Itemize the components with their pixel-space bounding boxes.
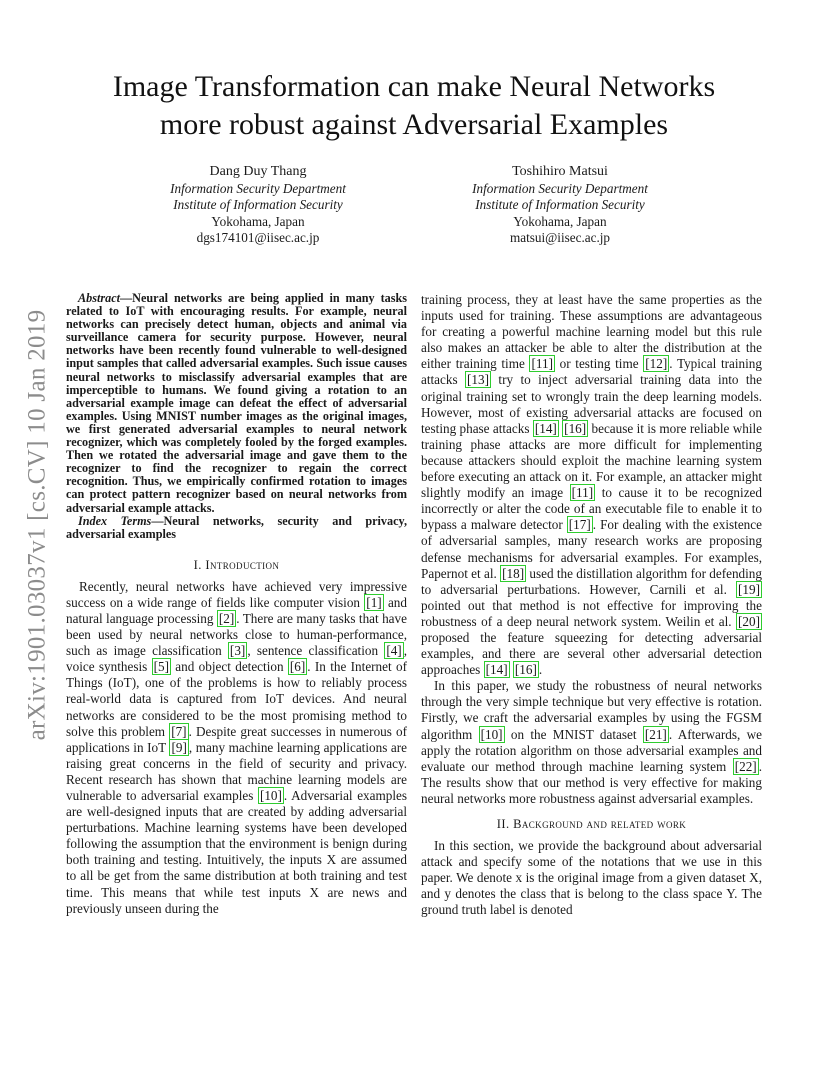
citation-link[interactable]: [1] bbox=[366, 594, 382, 610]
index-terms-text: —Neural networks, security and privacy, adversarial examples bbox=[66, 513, 407, 541]
citation-link[interactable]: [14] bbox=[485, 662, 508, 678]
citation-link[interactable]: [16] bbox=[514, 662, 537, 678]
arxiv-identifier: arXiv:1901.03037v1 [cs.CV] 10 Jan 2019 bbox=[23, 309, 51, 741]
text-run: . In the Internet of Things (IoT), one of the problems is how to reliably process real-world data is captured from IoT devices. And neural networks are considered to be the most promising method to solve this problem bbox=[66, 659, 407, 739]
text-run: . Afterwards, we apply the rotation algorithm on those adversarial examples and evaluate our method through machine learning system bbox=[421, 726, 762, 774]
text-run: , voice synthesis bbox=[66, 643, 407, 675]
text-run: pointed out that method is not effective for improving the robustness of a deep neural network system. Weilin et al. bbox=[421, 597, 762, 629]
text-run: . bbox=[538, 662, 543, 678]
text-run: proposed the feature squeezing for detecting adversarial examples, and there are several other adversarial detection approaches bbox=[421, 629, 762, 678]
section-heading: II. Background and related work bbox=[496, 817, 687, 831]
abstract-text: —Neural networks are being applied in many tasks related to IoT with encouraging results. For example, neural networks can precisely detect human, objects and animal via surveillance camera for security purpose. However, neural networks have been recently found vulnerable to well-designed input samples that called adversarial examples. Such issue causes neural networks to misclassify adversarial examples that are imperceptible to humans. We found giving a rotation to an adversarial example image can defeat the effect of adversarial examples. Using MNIST number images as the original images, we first generated adversarial examples to neural network recognizer, which was completely fooled by the forged examples. Then we rotated the adversarial image and gave them to the recognizer to find the recognizer to regain the correct recognition. Thus, we empirically confirmed rotation to images can protect pattern recognizer based on neural networks from adversarial example attacks. bbox=[66, 291, 407, 515]
title-line-2: more robust against Adversarial Examples bbox=[159, 108, 669, 141]
text-run: Recently, neural networks have achieved very impressive success on a wide range of fields like computer vision bbox=[66, 578, 407, 610]
intro-paragraph-1 bbox=[66, 579, 407, 917]
text-run: . Despite great successes in numerous of applications in IoT bbox=[66, 723, 407, 755]
author-institute: Institute of Information Security bbox=[475, 197, 645, 213]
citation-link[interactable]: [11] bbox=[531, 356, 553, 372]
text-run: . Typical training attacks bbox=[421, 356, 762, 388]
citation-link[interactable]: [21] bbox=[644, 726, 667, 742]
citation-link[interactable]: [7] bbox=[171, 723, 187, 739]
citation-link[interactable]: [13] bbox=[467, 372, 490, 388]
citation-link[interactable]: [4] bbox=[386, 643, 402, 659]
text-run: , many machine learning applications are raising great concerns in the field of security and privacy. Recent research has shown that machine learning models are vulnerable to adversarial examples bbox=[66, 739, 407, 803]
citation-link[interactable]: [16] bbox=[564, 420, 587, 436]
abstract bbox=[66, 292, 407, 515]
author-block-2 bbox=[410, 164, 710, 246]
left-column bbox=[66, 292, 407, 917]
text-run: . The results show that our method is very effective for making neural networks more robustness against adversarial examples. bbox=[421, 758, 762, 806]
citation-link[interactable]: [6] bbox=[289, 659, 306, 675]
author-department: Information Security Department bbox=[170, 181, 346, 197]
citation-link[interactable]: [19] bbox=[738, 581, 760, 597]
text-run: , sentence classification bbox=[247, 643, 385, 659]
citation-link[interactable]: [2] bbox=[218, 610, 235, 626]
author-location: Yokohama, Japan bbox=[211, 213, 305, 229]
text-run: used the distillation algorithm for defending to adversarial perturbations. However, Carnili et al. bbox=[421, 565, 762, 597]
index-terms-lead: Index Terms bbox=[78, 513, 152, 528]
text-run: . There are many tasks that have been used by neural networks close to human-performance, such as image classification bbox=[66, 610, 407, 659]
author-institute: Institute of Information Security bbox=[173, 197, 343, 213]
intro-paragraph-2 bbox=[421, 678, 762, 807]
citation-link[interactable]: [10] bbox=[480, 726, 503, 742]
text-run: try to inject adversarial training data into the original training set to wrongly train the deep learning models. However, most of existing adversarial attacks are focused on testing phase attacks bbox=[421, 372, 762, 436]
author-email: matsui@iisec.ac.jp bbox=[509, 229, 611, 245]
text-run: on the MNIST dataset bbox=[504, 726, 643, 742]
text-run: . Adversarial examples are well-designed inputs that are created by adding adversarial perturbations. Machine learning systems have been developed following the assumption that the environment is benign during both training and testing. Intuitively, the inputs X are assumed to all be get from the same distribution at both training and test time. This means that while test inputs X are news and previously unseen during the bbox=[66, 788, 407, 916]
background-paragraph-1: In this section, we provide the background about adversarial attack and specify some of the notations that we use in this paper. We denote x is the original image from a given dataset X, and y denotes the class that is belong to the class space Y. The ground truth label is denoted bbox=[421, 838, 762, 918]
citation-link[interactable]: [18] bbox=[502, 565, 525, 581]
text-run: training process, they at least have the same properties as the inputs used for training. These assumptions are advantageous for creating a powerful machine learning model but this rule also makes an attacker be able to alter the distribution at the either training time bbox=[421, 292, 762, 372]
citation-link[interactable]: [5] bbox=[153, 659, 169, 675]
text-run: or testing time bbox=[554, 356, 644, 372]
citation-link[interactable]: [22] bbox=[734, 758, 757, 774]
author-block-1 bbox=[108, 164, 408, 246]
text-run: and natural language processing bbox=[66, 594, 407, 626]
title-line-1: Image Transformation can make Neural Networks bbox=[112, 70, 716, 103]
citation-link[interactable]: [17] bbox=[568, 517, 591, 533]
author-name: Dang Duy Thang bbox=[209, 164, 307, 179]
citation-link[interactable]: [11] bbox=[571, 485, 594, 501]
author-department: Information Security Department bbox=[472, 181, 648, 197]
author-email: dgs174101@iisec.ac.jp bbox=[196, 229, 320, 245]
author-name: Toshihiro Matsui bbox=[512, 164, 608, 179]
right-column bbox=[421, 292, 762, 918]
text-run: . For dealing with the existence of adversarial samples, many research works are proposing defense mechanisms for adversarial examples. For examples, Papernot et al. bbox=[421, 517, 762, 581]
index-terms bbox=[66, 515, 407, 541]
abstract-lead: Abstract bbox=[78, 291, 120, 305]
paper-title bbox=[60, 68, 768, 144]
citation-link[interactable]: [10] bbox=[259, 788, 282, 803]
text-run: because it is more reliable while training phase attacks are more difficult for implementing because attackers should exploit the machine learning system before executing an attack on it. For example, an attacker might slightly modify an image bbox=[421, 420, 762, 501]
author-location: Yokohama, Japan bbox=[513, 213, 607, 229]
intro-paragraph-1-continued bbox=[421, 292, 762, 678]
section-heading: I. Introduction bbox=[193, 557, 280, 572]
text-run: and object detection bbox=[170, 659, 288, 675]
citation-link[interactable]: [14] bbox=[534, 420, 557, 436]
text-run: In this paper, we study the robustness of neural networks through the very simple technique but very effective is rotation. Firstly, we craft the adversarial examples by using the FGSM algorithm bbox=[421, 678, 762, 742]
text-run: to cause it to be recognized incorrectly or alter the code of an executable file to enable it to bypass a malware detector bbox=[421, 485, 762, 533]
citation-link[interactable]: [20] bbox=[738, 613, 760, 629]
citation-link[interactable]: [12] bbox=[645, 356, 668, 372]
citation-link[interactable]: [3] bbox=[229, 643, 246, 659]
arxiv-identifier-stamp bbox=[22, 290, 52, 760]
citation-link[interactable]: [9] bbox=[171, 739, 187, 755]
